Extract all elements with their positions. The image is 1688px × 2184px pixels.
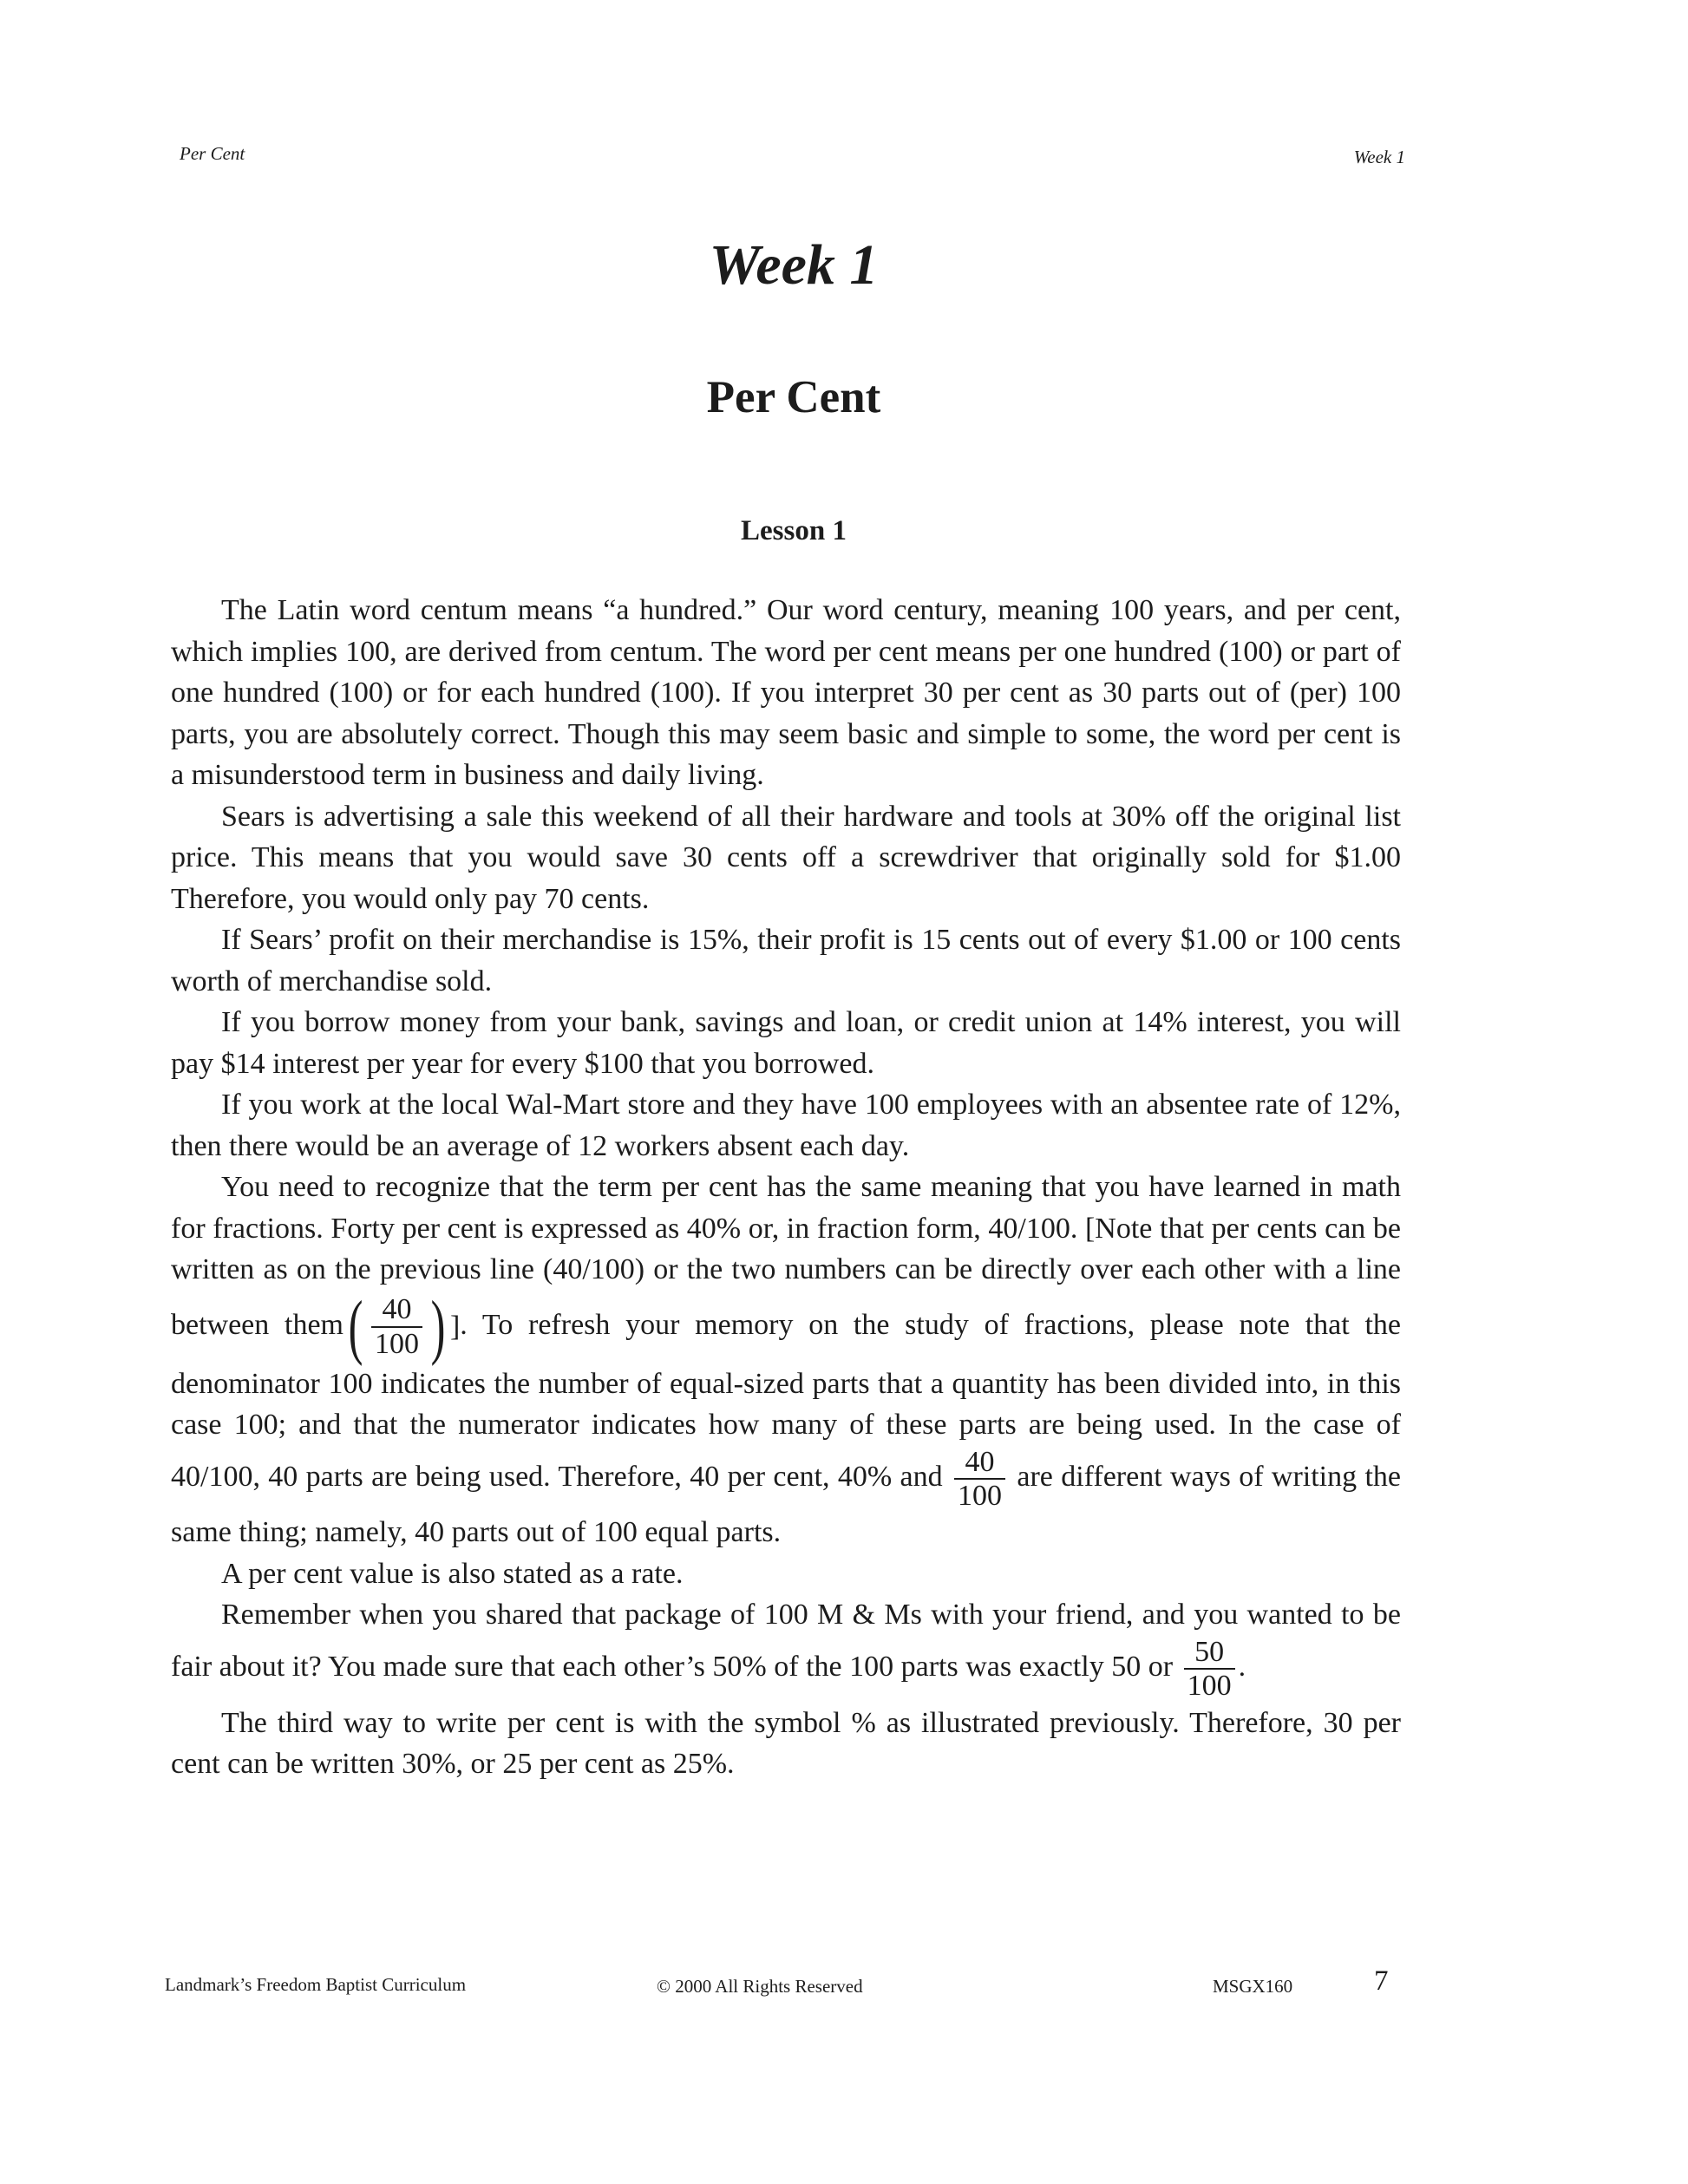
- paragraph-4: If you borrow money from your bank, savings and loan, or credit union at 14% interest, you will pay $14 interest per year for every $100 that you borrowed.: [171, 1006, 1401, 1080]
- running-header-right: Week 1: [1353, 147, 1405, 167]
- paragraph-8: [171, 1594, 1401, 1702]
- paragraph-2: Sears is advertising a sale this weekend of all their hardware and tools at 30% off the original list price. This means that you would save 30 cents off a screwdriver that originally sold for $1.00 Therefore, you would only pay 70 cents.: [171, 800, 1401, 915]
- footer-copyright: © 2000 All Rights Reserved: [657, 1976, 863, 1997]
- fraction-40-100-inline: [954, 1446, 1005, 1513]
- footer-publisher: Landmark’s Freedom Baptist Curriculum: [165, 1974, 467, 1995]
- lesson-title: Lesson 1: [741, 515, 847, 546]
- paragraph-1: The Latin word centum means “a hundred.” Our word century, meaning 100 years, and per cent, which implies 100, are derived from centum. The word per cent means per one hundred (100) or part of one hundred (100) or for each hundred (100). If you interpret 30 per cent as 30 parts out of (per) 100 parts, you are absolutely correct. Though this may seem basic and simple to some, the word per cent is a misunderstood term in business and daily living.: [171, 594, 1401, 791]
- paragraph-3: If Sears’ profit on their merchandise is 15%, their profit is 15 cents out of every $1.00 or 100 cents worth of merchandise sold.: [171, 924, 1401, 997]
- fraction-numerator: 40: [371, 1293, 422, 1327]
- fraction-50-100: [1184, 1636, 1235, 1703]
- closing-bracket: ]: [449, 1310, 461, 1343]
- paragraph-5: If you work at the local Wal-Mart store and they have 100 employees with an absentee rate of 12%, then there would be an average of 12 workers absent each day.: [171, 1089, 1401, 1162]
- paragraph-8-part-a: Remember when you shared that package of 100 M & Ms with your friend, and you wanted to be fair about it? You made sure that each other’s 50% of the 100 parts was exactly 50 or: [171, 1599, 1401, 1683]
- fraction-numerator: 40: [954, 1446, 1005, 1480]
- running-header-left: Per Cent: [180, 143, 245, 164]
- paragraph-6-part-c: are different ways of writing the same thing; namely, 40 parts out of 100 equal parts.: [171, 1460, 1402, 1549]
- paragraph-9: The third way to write per cent is with the symbol % as illustrated previously. Therefore, 30 per cent can be written 30%, or 25 per cent as 25%.: [171, 1706, 1401, 1781]
- paragraph-7: A per cent value is also stated as a rate.: [221, 1557, 684, 1590]
- section-title: Per Cent: [706, 372, 881, 422]
- paragraph-8-part-b: .: [1238, 1650, 1246, 1683]
- paragraph-6-part-b: . To refresh your memory on the study of fractions, please note that the denominator 100 indicates the number of equal-sized parts that a quantity has been divided into, in this case 100; and that the numerator indicates how many of these parts are being used. In the case of 40/100, 40 parts are being used. Therefore, 40 per cent, 40% and: [171, 1308, 1401, 1493]
- right-paren: ): [430, 1285, 446, 1367]
- footer-course-code: MSGX160: [1213, 1976, 1293, 1997]
- fraction-denominator: 100: [1187, 1670, 1232, 1703]
- fraction-denominator: 100: [374, 1327, 419, 1360]
- page-number: 7: [1374, 1965, 1389, 1997]
- week-title: Week 1: [709, 233, 879, 297]
- body-text: [171, 590, 1401, 1785]
- paragraph-6: [171, 1167, 1401, 1553]
- fraction-40-100: [371, 1293, 422, 1360]
- fraction-parenthesized: [343, 1285, 461, 1367]
- fraction-denominator: 100: [958, 1479, 1002, 1512]
- paragraph-6-part-a: You need to recognize that the term per cent has the same meaning that you have learned in math for fractions. Forty per cent is expressed as 40% or, in fraction form, 40/100. [Note that per cents can be written as on the previous line (40/100) or the two numbers can be directly over each other with a line between them: [171, 1171, 1401, 1341]
- fraction-numerator: 50: [1184, 1636, 1235, 1670]
- left-paren: (: [348, 1285, 363, 1367]
